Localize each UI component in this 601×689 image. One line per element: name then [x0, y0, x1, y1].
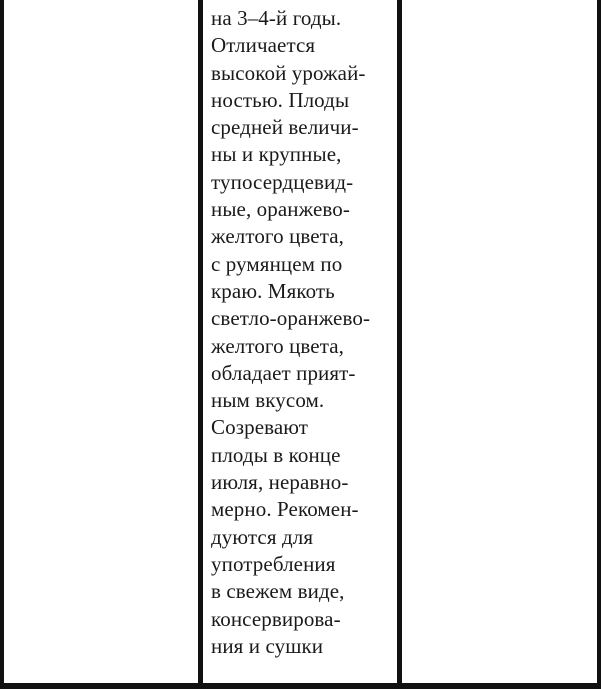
table-cell-empty-right — [402, 0, 597, 683]
text-line: обладает прият- — [211, 360, 356, 385]
description-text — [211, 5, 370, 660]
text-line: ным вкусом. — [211, 388, 325, 413]
table-border-left — [0, 0, 4, 689]
text-line: ные, оранжево- — [211, 197, 350, 222]
table-column-divider — [397, 0, 402, 689]
text-line: ния и сушки — [211, 633, 324, 658]
table-column-divider — [198, 0, 203, 689]
text-line: плоды в конце — [211, 442, 341, 467]
text-line: тупосердцевид- — [211, 169, 354, 194]
text-line: высокой урожай- — [211, 60, 366, 85]
text-line: с румянцем по — [211, 251, 343, 276]
table-border-right — [597, 0, 601, 689]
text-line: ностью. Плоды — [211, 87, 350, 112]
text-line: Отличается — [211, 33, 316, 58]
text-line: краю. Мякоть — [211, 278, 335, 303]
text-line: ны и крупные, — [211, 142, 342, 167]
text-line: июля, неравно- — [211, 470, 349, 495]
text-line: в свежем виде, — [211, 579, 345, 604]
text-line: светло-оранжево- — [211, 306, 371, 331]
text-line: Созревают — [211, 415, 309, 440]
text-line: желтого цвета, — [211, 224, 345, 249]
text-line: на 3–4-й годы. — [211, 6, 342, 30]
text-line: мерно. Рекомен- — [211, 497, 359, 522]
text-line: желтого цвета, — [211, 333, 345, 358]
text-line: употребления — [211, 551, 336, 576]
text-line: средней величи- — [211, 115, 359, 140]
table-border-bottom — [0, 683, 601, 689]
text-line: дуются для — [211, 524, 314, 549]
text-line: консервирова- — [211, 606, 341, 631]
table-cell-empty-left — [4, 0, 198, 683]
table-cell-description — [203, 0, 397, 683]
